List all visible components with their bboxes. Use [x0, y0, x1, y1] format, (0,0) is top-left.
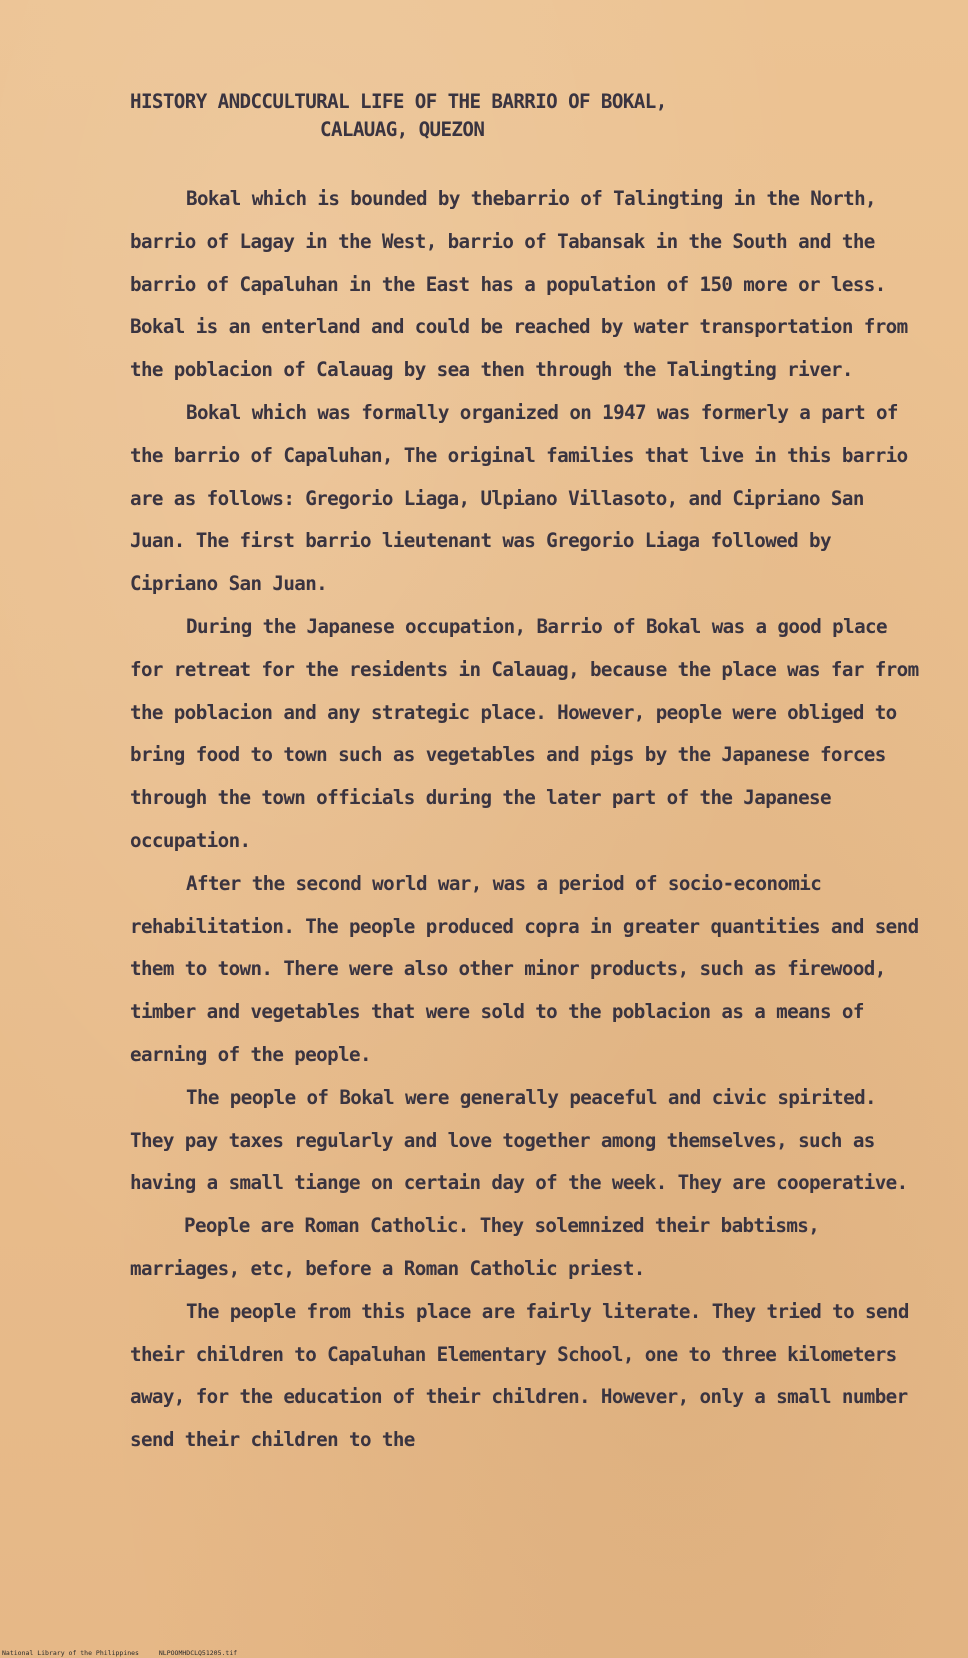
- paragraph-religion: People are Roman Catholic. They solemnized their babtisms, marriages, etc, before a Roman Catholic priest.: [130, 1214, 820, 1280]
- paragraph-education: The people from this place are fairly literate. They tried to send their children to Capaluhan Elementary School, one to three kilometers away, for the education of their children. However, only a small number send their children to the: [130, 1299, 909, 1452]
- footer-source: National Library of the Philippines: [2, 1649, 139, 1657]
- document-body: [130, 88, 920, 1462]
- title-line-2: CALAUAG, QUEZON: [320, 118, 485, 141]
- title-line-1: HISTORY ANDCCULTURAL LIFE OF THE BARRIO OF BOKAL,: [130, 90, 667, 113]
- document-title: [130, 88, 920, 144]
- paragraph-people: The people of Bokal were generally peaceful and civic spirited. They pay taxes regularly and love together among themselves, such as having a small tiange on certain day of the week. They are cooperative.: [130, 1085, 908, 1195]
- footer-file-id: NLPOOMHDCLQ51205.tif: [158, 1649, 238, 1657]
- paragraph-organization: Bokal which was formally organized on 1947 was formerly a part of the barrio of Capaluhan, The original families that live in this barrio are as follows: Gregorio Liaga, Ulpiano Villasoto, and Cipriano San Juan. The first barrio lieutenant was Gregorio Liaga followed by Cipriano San Juan.: [130, 400, 908, 596]
- scan-footer: [2, 1649, 402, 1658]
- paragraph-japanese-occupation: During the Japanese occupation, Barrio of Bokal was a good place for retreat for the residents in Calauag, because the place was far from the poblacion and any strategic place. However, people were obliged to bring food to town such as vegetables and pigs by the Japanese forces through the town officials during the later part of the Japanese occupation.: [130, 614, 919, 852]
- paragraph-boundaries: Bokal which is bounded by thebarrio of Talingting in the North, barrio of Lagay in the West, barrio of Tabansak in the South and the barrio of Capaluhan in the East has a population of 150 more or less. Bokal is an enterland and could be reached by water transportation from the poblacion of Calauag by sea then through the Talingting river.: [130, 187, 908, 382]
- paragraph-post-war: After the second world war, was a period of socio-economic rehabilitation. The people produced copra in greater quantities and send them to town. There were also other minor products, such as firewood, timber and vegetables that were sold to the poblacion as a means of earning of the people.: [130, 871, 919, 1066]
